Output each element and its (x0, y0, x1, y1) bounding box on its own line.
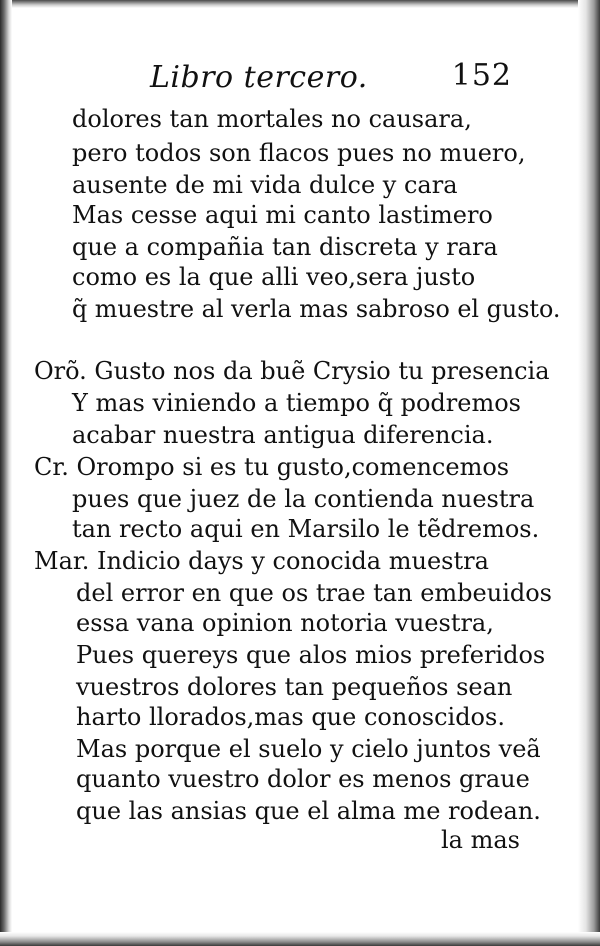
verse-line: dolores tan mortales no causara, (72, 105, 472, 133)
verse-line: Pues quereys que alos mios preferidos (76, 641, 546, 669)
verse-line: Y mas viniendo a tiempo q̃ podremos (72, 389, 521, 417)
verse-line: tan recto aqui en Marsilo le tẽdremos. (72, 515, 540, 543)
verse-line: Mas cesse aqui mi canto lastimero (72, 201, 493, 229)
verse-line: que a compañia tan discreta y rara (72, 233, 498, 261)
verse-line: pues que juez de la contienda nuestra (72, 485, 535, 513)
scan-edge-bottom (0, 932, 600, 946)
verse-line: como es la que alli veo,sera justo (72, 263, 476, 291)
page-number: 152 (451, 58, 512, 93)
page-header (150, 54, 520, 98)
speech-line: Cr. Orompo si es tu gusto,comencemos (34, 453, 510, 481)
verse-line: q̃ muestre al verla mas sabroso el gusto. (72, 295, 561, 323)
verse-line: del error en que os trae tan embeuidos (76, 579, 552, 607)
verse-line: Mas porque el suelo y cielo juntos veã (76, 735, 541, 763)
verse-line: quanto vuestro dolor es menos graue (76, 765, 530, 793)
verse-line: que las ansias que el alma me rodean. (76, 797, 541, 825)
speech-line: Mar. Indicio days y conocida muestra (34, 547, 489, 575)
verse-line: ausente de mi vida dulce y cara (72, 171, 458, 199)
verse-line: acabar nuestra antigua diferencia. (72, 421, 494, 449)
verse-line: vuestros dolores tan pequeños sean (76, 673, 513, 701)
scan-edge-left (0, 0, 12, 946)
speech-line: Orõ. Gusto nos da buẽ Crysio tu presencia (34, 357, 550, 385)
verse-line: harto llorados,mas que conoscidos. (76, 703, 505, 731)
running-head: Libro tercero. (150, 60, 368, 95)
verse-line: essa vana opinion notoria vuestra, (76, 609, 494, 637)
verse-line: pero todos son flacos pues no muero, (72, 139, 526, 167)
scan-edge-right (578, 0, 600, 946)
scan-edge-top (0, 0, 600, 8)
catchword: la mas (441, 826, 520, 854)
